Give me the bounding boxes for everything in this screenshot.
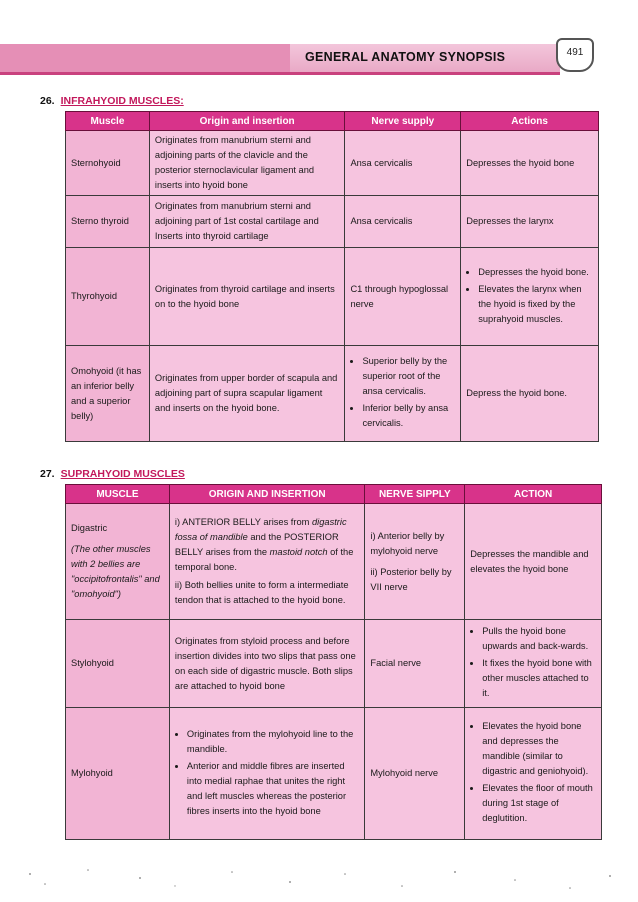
origin-text: digastric fossa of mandible	[174, 517, 347, 542]
action-cell: Depresses the larynx	[461, 196, 599, 248]
muscle-note: (The other muscles with 2 bellies are "occipitofrontalis" and "omohyoid")	[71, 544, 160, 599]
muscle-name: Digastric	[71, 523, 108, 533]
section-26-heading	[40, 95, 184, 107]
origin-cell: Originates from manubrium sterni and adjoining part of 1st costal cartilage and Inserts into thyroid cartilage	[149, 196, 345, 248]
infrahyoid-table	[65, 111, 599, 442]
table-row	[66, 131, 599, 196]
origin-cell	[169, 708, 365, 840]
nerve-cell: Ansa cervicalis	[345, 131, 461, 196]
section-number: 27.	[40, 468, 55, 480]
muscle-cell: Sternohyoid	[66, 131, 150, 196]
nerve-cell: Facial nerve	[365, 620, 465, 708]
nerve-cell: Ansa cervicalis	[345, 196, 461, 248]
origin-cell: Originates from upper border of scapula and adjoining part of supra scapular ligament and inserts on the hyoid bone.	[149, 346, 345, 442]
muscle-cell: Omohyoid (it has an inferior belly and a superior belly)	[66, 346, 150, 442]
nerve-cell	[345, 346, 461, 442]
action-cell	[465, 708, 602, 840]
col-header: Nerve supply	[345, 112, 461, 131]
origin-text: POSTERIOR BELLY arises from the	[174, 532, 339, 557]
origin-cell: Originates from thyroid cartilage and inserts on to the hyoid bone	[149, 248, 345, 346]
list-item: • It fixes the hyoid bone with other muscles attached to it.	[482, 656, 596, 701]
origin-cell	[169, 504, 365, 620]
nerve-part-ii: ii) Posterior belly by VII nerve	[370, 566, 452, 592]
muscle-cell: Mylohyoid	[66, 708, 170, 840]
table-row	[66, 196, 599, 248]
muscle-cell	[66, 504, 170, 620]
origin-text: and the	[247, 532, 282, 542]
table-row	[66, 620, 602, 708]
page-header-title: GENERAL ANATOMY SYNOPSIS	[305, 50, 506, 64]
table-row	[66, 708, 602, 840]
table-header-row	[66, 485, 602, 504]
origin-part-i	[175, 515, 360, 575]
origin-text: mastoid notch	[269, 547, 328, 557]
origin-text: of the temporal bone.	[174, 547, 354, 572]
table-row	[66, 504, 602, 620]
table-row	[66, 248, 599, 346]
muscle-cell: Stylohyoid	[66, 620, 170, 708]
action-cell	[465, 620, 602, 708]
section-title: SUPRAHYOID MUSCLES	[60, 468, 185, 480]
table-header-row	[66, 112, 599, 131]
header-accent	[0, 44, 290, 72]
list-item: • Elevates the larynx when the hyoid is fixed by the suprahyoid muscles.	[478, 282, 593, 327]
origin-cell: Originates from manubrium sterni and adjoining parts of the clavicle and the posterior sternoclavicular ligament and inserts into hyoid bone	[149, 131, 345, 196]
scan-speckles	[0, 860, 638, 902]
list-item: • Pulls the hyoid bone upwards and back-wards.	[482, 624, 596, 654]
list-item: • Superior belly by the superior root of the ansa cervicalis.	[362, 354, 455, 399]
list-item: • Originates from the mylohyoid line to the mandible.	[187, 727, 360, 757]
page-number-badge: 491	[556, 38, 594, 72]
action-cell: Depresses the mandible and elevates the hyoid bone	[465, 504, 602, 620]
nerve-cell	[365, 504, 465, 620]
origin-cell: Originates from styloid process and before insertion divides into two slips that pass one on each side of digastric muscle. Both slips are attached to hyoid bone	[169, 620, 365, 708]
suprahyoid-table	[65, 484, 602, 840]
nerve-cell: C1 through hypoglossal nerve	[345, 248, 461, 346]
col-header: Origin and insertion	[149, 112, 345, 131]
section-number: 26.	[40, 95, 55, 107]
nerve-part-i: i) Anterior belly by mylohyoid nerve	[370, 530, 445, 556]
col-header: ACTION	[465, 485, 602, 504]
action-cell	[461, 248, 599, 346]
muscle-cell: Sterno thyroid	[66, 196, 150, 248]
action-cell: Depress the hyoid bone.	[461, 346, 599, 442]
nerve-cell: Mylohyoid nerve	[365, 708, 465, 840]
list-item: • Inferior belly by ansa cervicalis.	[362, 401, 455, 431]
list-item: • Elevates the hyoid bone and depresses the mandible (similar to digastric and geniohyoid).	[482, 719, 596, 779]
action-cell: Depresses the hyoid bone	[461, 131, 599, 196]
col-header: Actions	[461, 112, 599, 131]
origin-part-ii: ii) Both bellies unite to form a intermediate tendon that is attached to the hyoid bone.	[174, 580, 349, 605]
col-header: ORIGIN AND INSERTION	[169, 485, 365, 504]
col-header: Muscle	[66, 112, 150, 131]
col-header: MUSCLE	[66, 485, 170, 504]
section-title: INFRAHYOID MUSCLES:	[60, 95, 184, 107]
muscle-cell: Thyrohyoid	[66, 248, 150, 346]
origin-text: i) ANTERIOR BELLY arises from	[174, 517, 310, 527]
list-item: • Depresses the hyoid bone.	[478, 265, 593, 280]
col-header: NERVE SIPPLY	[365, 485, 465, 504]
list-item: • Elevates the floor of mouth during 1st stage of deglutition.	[482, 781, 596, 826]
section-27-heading	[40, 468, 185, 480]
list-item: • Anterior and middle fibres are inserted into medial raphae that unites the right and left muscles whereas the posterior fibres inserts into the hyoid bone	[187, 759, 360, 819]
table-row	[66, 346, 599, 442]
